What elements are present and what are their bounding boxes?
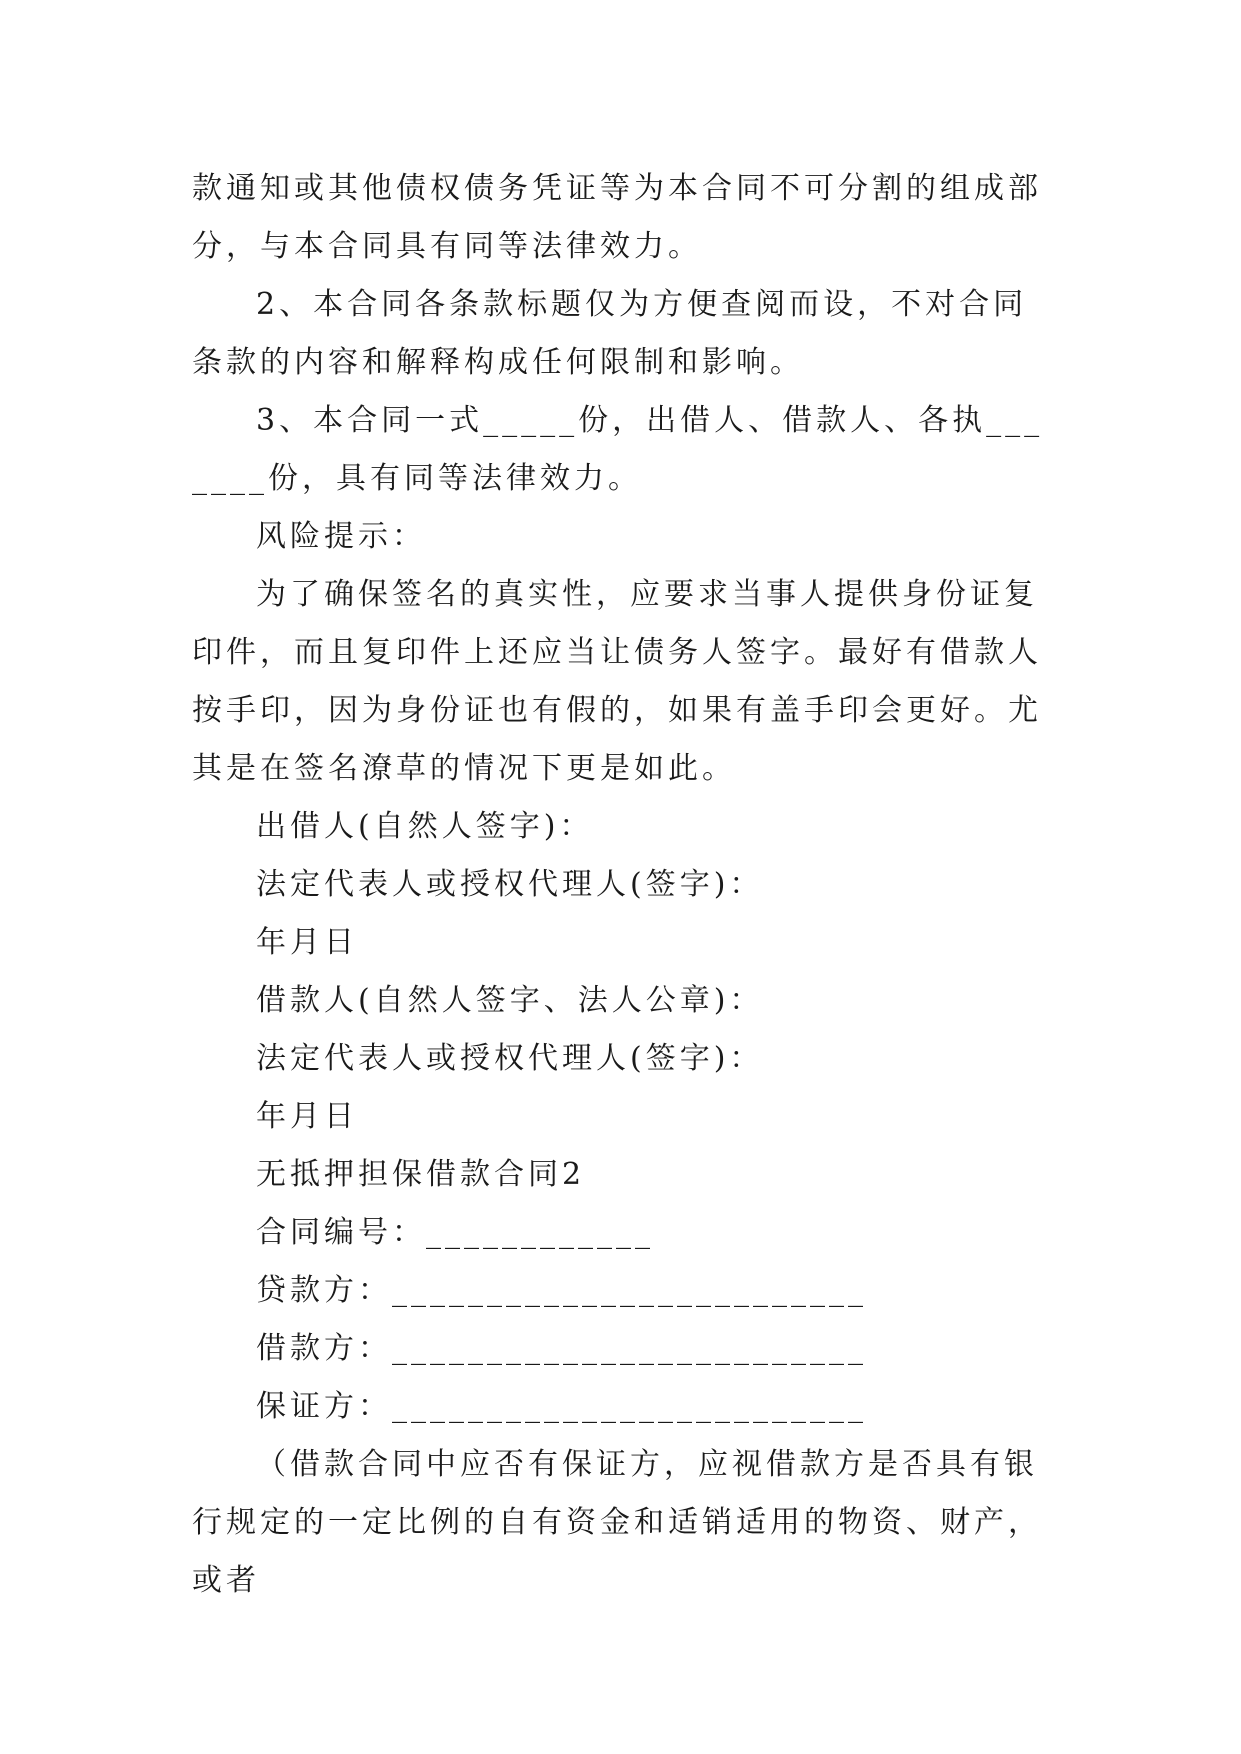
borrower-representative-line: 法定代表人或授权代理人(签字)： — [256, 1041, 764, 1076]
document-body — [192, 160, 1052, 1610]
paragraph-clause-2: 2、本合同各条款标题仅为方便查阅而设，不对合同条款的内容和解释构成任何限制和影响。 — [192, 287, 1028, 380]
lender-representative-line: 法定代表人或授权代理人(签字)： — [256, 867, 764, 902]
contract-number-line: 合同编号：____________ — [256, 1215, 654, 1250]
guarantor-line: 保证方：_________________________ — [256, 1389, 867, 1424]
guarantor-note-paragraph: （借款合同中应否有保证方，应视借款方是否具有银行规定的一定比例的自有资金和适销适用的物资、财产，或者 — [192, 1447, 1042, 1598]
contract-2-title: 无抵押担保借款合同2 — [256, 1157, 586, 1192]
paragraph-continued-terms: 款通知或其他债权债务凭证等为本合同不可分割的组成部分，与本合同具有同等法律效力。 — [192, 171, 1042, 264]
borrower-date-line: 年月日 — [256, 1099, 358, 1134]
borrower-signature-line: 借款人(自然人签字、法人公章)： — [256, 983, 764, 1018]
lending-party-line: 贷款方：_________________________ — [256, 1273, 867, 1308]
paragraph-clause-3: 3、本合同一式_____份，出借人、借款人、各执_______份，具有同等法律效力。 — [192, 403, 1044, 496]
lender-signature-line: 出借人(自然人签字)： — [256, 809, 594, 844]
borrowing-party-line: 借款方：_________________________ — [256, 1331, 867, 1366]
lender-date-line: 年月日 — [256, 925, 358, 960]
risk-notice-paragraph: 为了确保签名的真实性，应要求当事人提供身份证复印件，而且复印件上还应当让债务人签字。最好有借款人按手印，因为身份证也有假的，如果有盖手印会更好。尤其是在签名潦草的情况下更是如此。 — [192, 577, 1042, 786]
risk-notice-heading: 风险提示： — [256, 519, 426, 554]
